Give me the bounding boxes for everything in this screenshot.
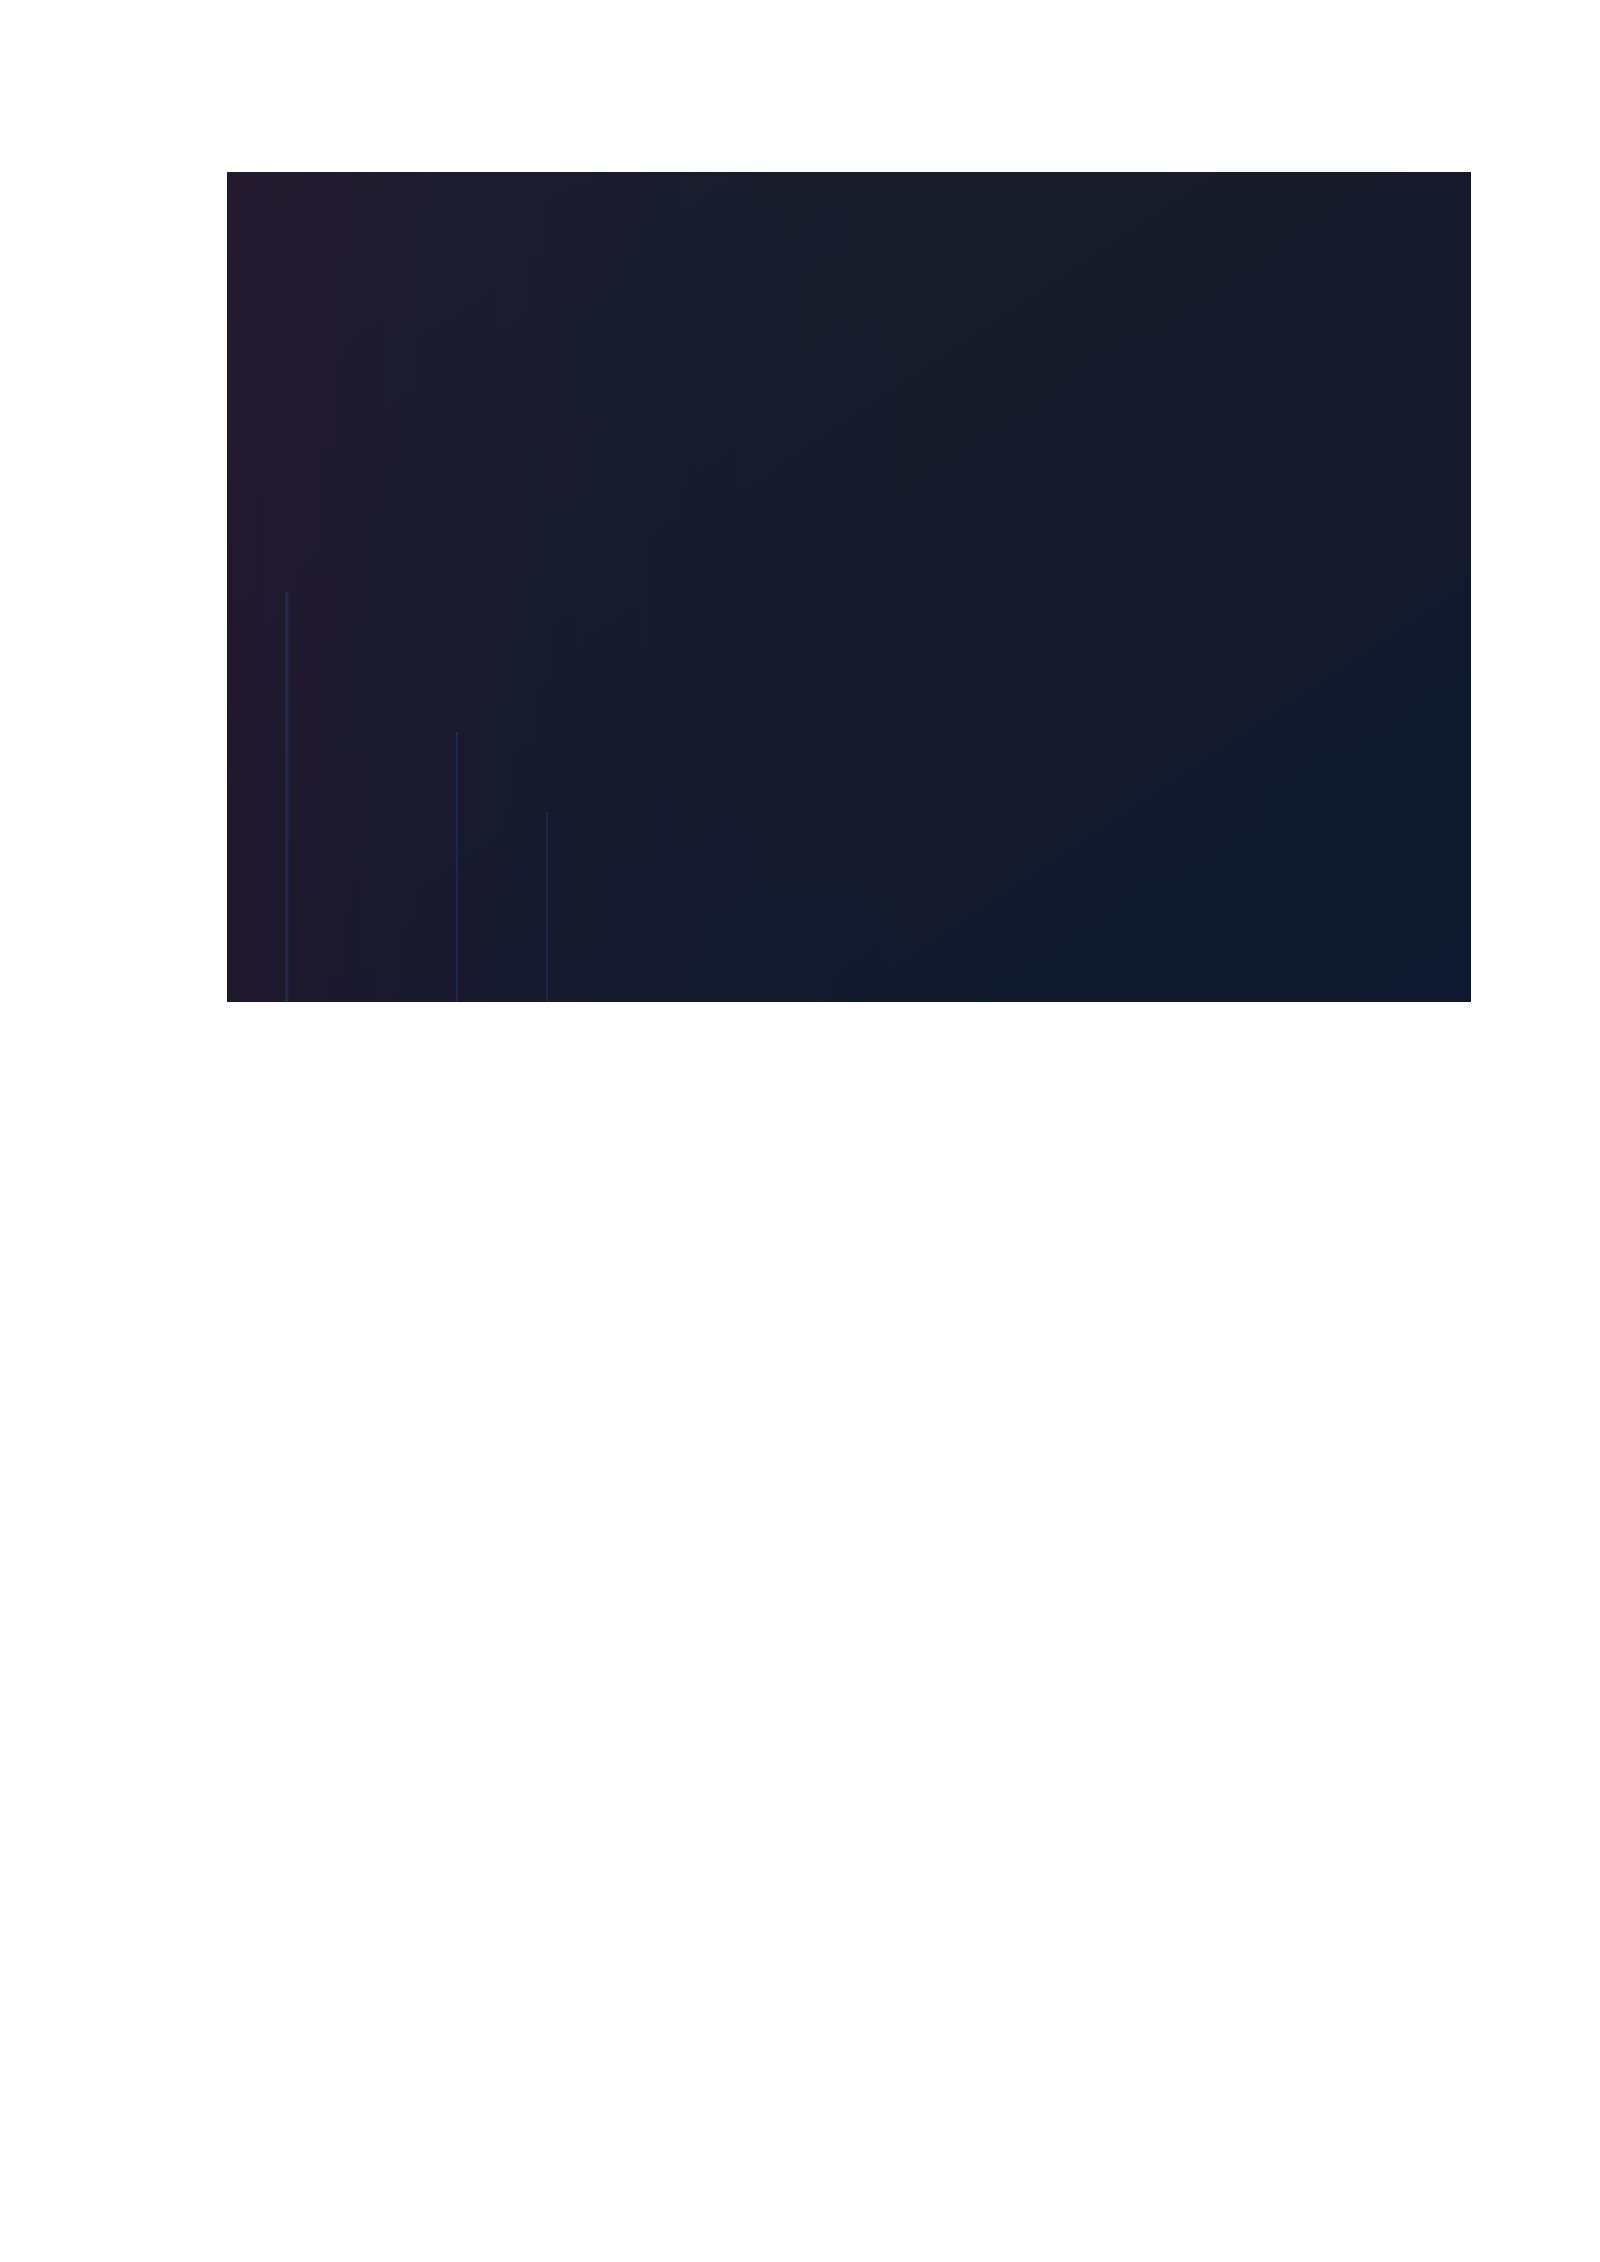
code-screen-photo xyxy=(227,172,1471,1002)
document-page xyxy=(227,150,1471,1022)
